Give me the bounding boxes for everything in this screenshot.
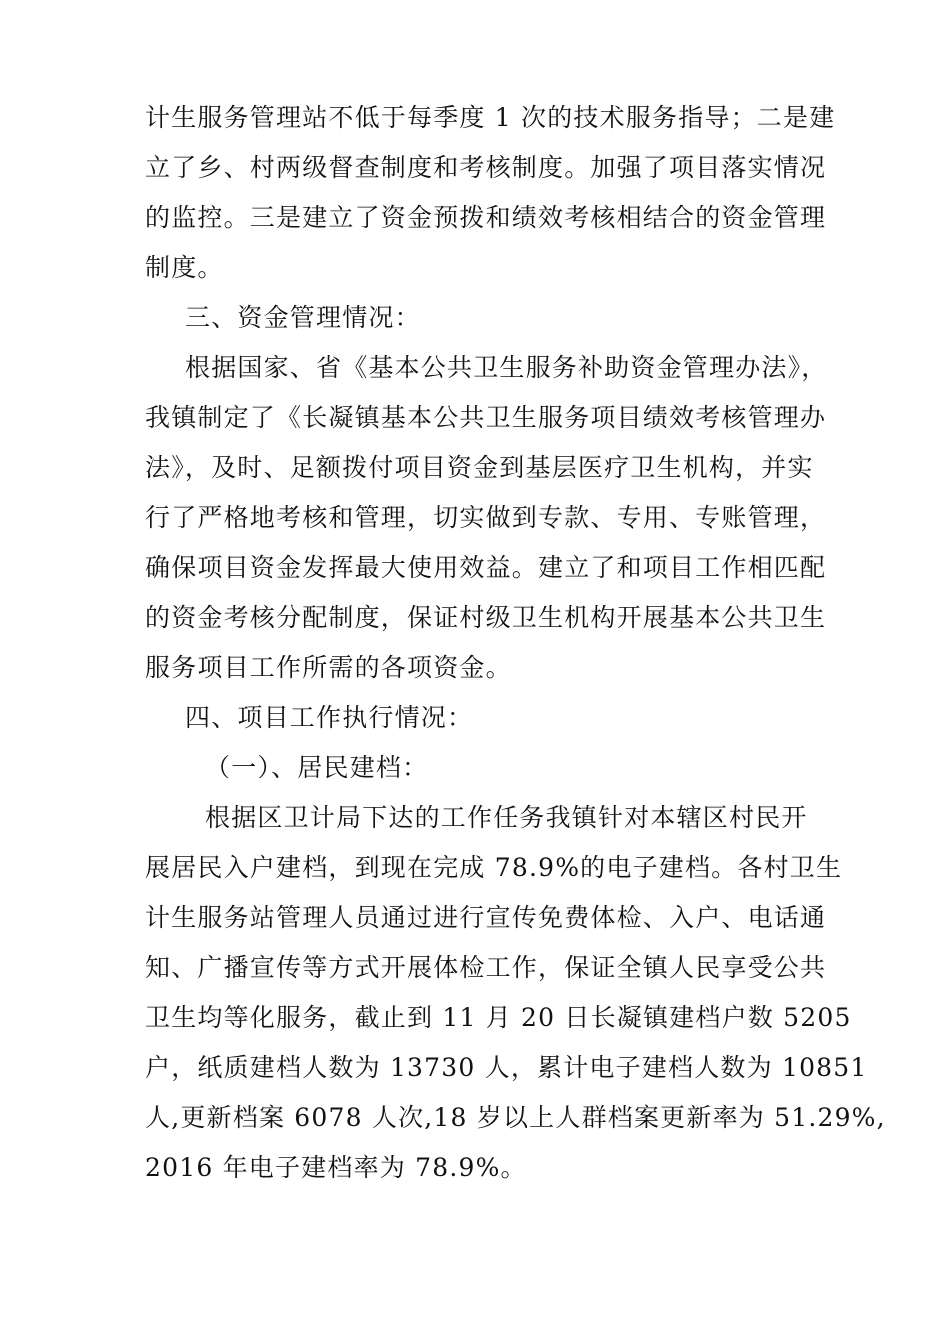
- paragraph-line: 的监控。三是建立了资金预拨和绩效考核相结合的资金管理: [145, 203, 827, 232]
- paragraph-line: 法》，及时、足额拨付项目资金到基层医疗卫生机构，并实: [145, 453, 814, 482]
- subsection-heading: （一）、居民建档：: [205, 753, 429, 782]
- paragraph-line: 制度。: [145, 253, 224, 282]
- paragraph-line: 2016 年电子建档率为 78.9%。: [145, 1153, 527, 1182]
- paragraph-line: 行了严格地考核和管理，切实做到专款、专用、专账管理，: [145, 503, 827, 532]
- paragraph-line: 展居民入户建档，到现在完成 78.9%的电子建档。各村卫生: [145, 853, 843, 882]
- paragraph-line: 计生服务站管理人员通过进行宣传免费体检、入户、电话通: [145, 903, 827, 932]
- paragraph-line: 的资金考核分配制度，保证村级卫生机构开展基本公共卫生: [145, 603, 827, 632]
- paragraph-line: 服务项目工作所需的各项资金。: [145, 653, 512, 682]
- paragraph-line: 根据国家、省《基本公共卫生服务补助资金管理办法》，: [185, 353, 828, 382]
- paragraph-line: 确保项目资金发挥最大使用效益。建立了和项目工作相匹配: [145, 553, 827, 582]
- paragraph-line: 我镇制定了《长凝镇基本公共卫生服务项目绩效考核管理办: [145, 403, 827, 432]
- section-heading: 三、资金管理情况：: [185, 303, 421, 332]
- paragraph-line: 人,更新档案 6078 人次,18 岁以上人群档案更新率为 51.29%,: [145, 1103, 886, 1132]
- paragraph-line: 根据区卫计局下达的工作任务我镇针对本辖区村民开: [205, 803, 808, 832]
- paragraph-line: 户，纸质建档人数为 13730 人，累计电子建档人数为 10851: [145, 1053, 868, 1082]
- paragraph-line: 卫生均等化服务，截止到 11 月 20 日长凝镇建档户数 5205: [145, 1003, 852, 1032]
- paragraph-line: 计生服务管理站不低于每季度 1 次的技术服务指导；二是建: [145, 103, 836, 132]
- section-heading: 四、项目工作执行情况：: [185, 703, 474, 732]
- paragraph-line: 知、广播宣传等方式开展体检工作，保证全镇人民享受公共: [145, 953, 827, 982]
- paragraph-line: 立了乡、村两级督查制度和考核制度。加强了项目落实情况: [145, 153, 827, 182]
